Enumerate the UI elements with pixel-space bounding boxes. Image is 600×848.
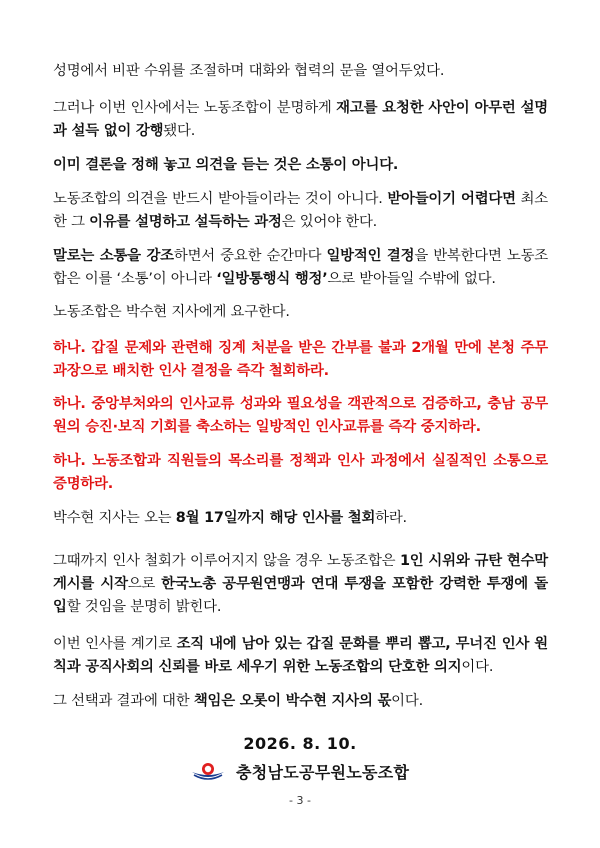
text-run: 이미 결론을 정해 놓고 의견을 듣는 것은 소통이 아니다. (53, 157, 399, 173)
text-run: 하나. 중앙부처와의 인사교류 성과와 필요성을 객관적으로 검증하고, 충남 공무원의 승진·보직 기회를 축소하는 일방적인 인사교류를 즉각 중지하라. (53, 396, 548, 435)
text-run: 성명에서 비판 수위를 조절하며 대화와 협력의 문을 열어두었다. (53, 63, 445, 79)
issue-date: 2026. 8. 10. (243, 734, 357, 753)
demand-1 (53, 337, 548, 383)
text-run: 은 있어야 한다. (281, 214, 378, 230)
text-run: 그러나 이번 인사에서는 노동조합이 분명하게 (53, 100, 337, 116)
text-run: 노동조합은 박수현 지사에게 요구한다. (53, 304, 290, 320)
text-run: 책임은 오롯이 박수현 지사의 몫 (193, 693, 392, 709)
paragraph-3 (53, 154, 548, 177)
organization-name: 충청남도공무원노동조합 (236, 762, 410, 782)
text-run: 이다. (391, 693, 423, 709)
demand-2 (53, 393, 548, 439)
text-run: 하나. 갑질 문제와 관련해 징계 처분을 받은 간부를 불과 2개월 만에 본청 주무과장으로 배치한 인사 결정을 즉각 철회하라. (53, 340, 548, 379)
organization-signature (190, 759, 409, 783)
paragraph-1 (53, 60, 548, 83)
text-run: 1인 시위와 규탄 현수막 게시를 시작 (53, 553, 548, 592)
text-run: 그 선택과 결과에 대한 (53, 693, 194, 709)
text-run: 그때까지 인사 철회가 이루어지지 않을 경우 노동조합은 (53, 553, 400, 569)
demand-3 (53, 450, 548, 496)
text-run: 박수현 지사는 오는 (53, 510, 176, 526)
text-run: 받아들이기 어렵다면 (387, 191, 516, 207)
text-run: 하라. (375, 510, 407, 526)
text-run: 말로는 소통을 강조 (53, 248, 174, 264)
text-run: 재고를 요청한 사안이 아무런 설명과 설득 없이 강행 (53, 100, 549, 139)
paragraph-11 (53, 550, 548, 619)
text-run: 이다. (461, 659, 494, 675)
text-run: 조직 내에 남아 있는 갑질 문화를 뿌리 뽑고, 무너진 인사 원칙과 공직사회의 신뢰를 바로 세우기 위한 노동조합의 단호한 의지 (53, 636, 548, 675)
text-run: 이번 인사를 계기로 (53, 636, 177, 652)
text-run: 됐다. (163, 123, 196, 139)
paragraph-5 (53, 245, 548, 291)
text-run: 을 반복한다면 노동조합은 이를 ‘소통’이 아니라 (53, 248, 549, 287)
text-run: 노동조합의 의견을 반드시 받아들이라는 것이 아니다. (53, 191, 388, 207)
text-run: 최소한 그 (53, 191, 548, 230)
paragraph-6 (53, 301, 548, 324)
text-run: 할 것임을 분명히 밝힌다. (66, 599, 222, 615)
text-run: 으로 (127, 576, 162, 592)
text-run: 이유를 설명하고 설득하는 과정 (89, 214, 282, 230)
paragraph-2 (53, 97, 548, 143)
paragraph-4 (53, 188, 548, 234)
page-number: - 3 - (289, 794, 311, 807)
union-logo-icon (190, 761, 226, 781)
text-run: 8월 17일까지 해당 인사를 철회 (175, 510, 376, 526)
text-run: 하나. 노동조합과 직원들의 목소리를 정책과 인사 과정에서 실질적인 소통으로 증명하라. (53, 453, 548, 492)
text-run: 하면서 중요한 순간마다 (173, 248, 327, 264)
deadline-paragraph (53, 507, 548, 530)
paragraph-12 (53, 633, 548, 679)
text-run: 일방적인 결정 (326, 248, 415, 264)
text-run: 한국노총 공무원연맹과 연대 투쟁을 포함한 강력한 투쟁에 돌입 (53, 576, 548, 615)
text-run: 으로 받아들일 수밖에 없다. (327, 271, 496, 287)
paragraph-13 (53, 690, 548, 713)
text-run: ‘일방통행식 행정’ (216, 271, 328, 287)
